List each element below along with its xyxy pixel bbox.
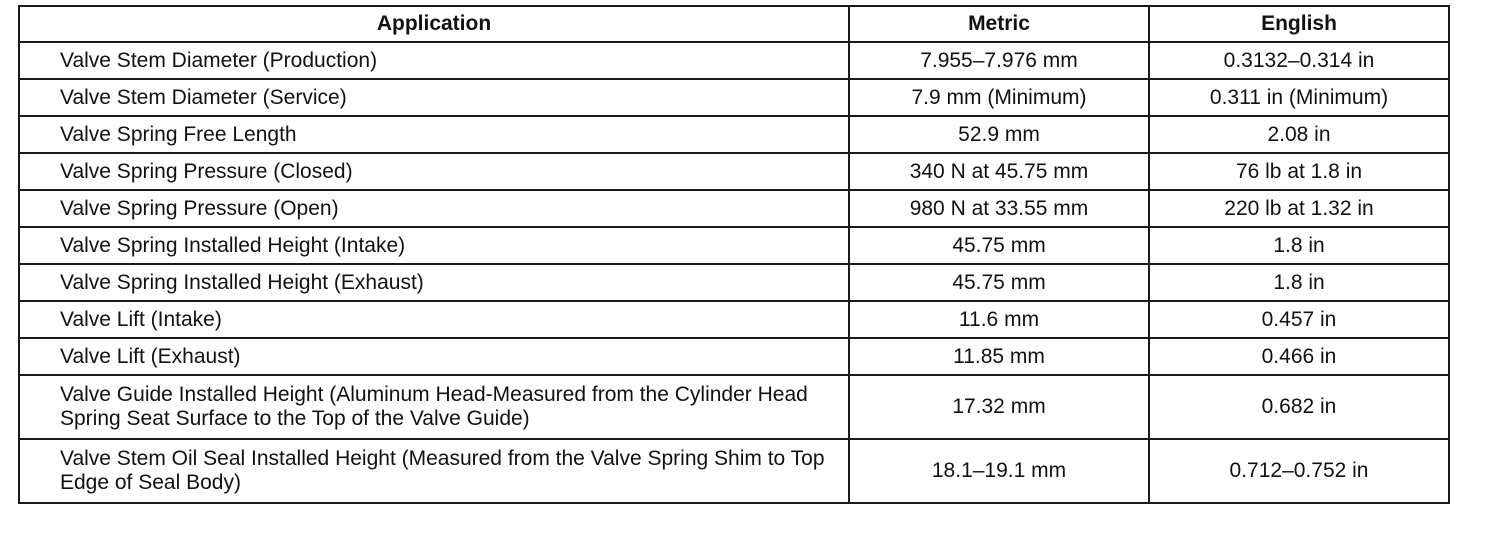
metric-cell: 11.6 mm <box>849 301 1149 338</box>
metric-cell: 45.75 mm <box>849 227 1149 264</box>
english-cell: 2.08 in <box>1149 116 1449 153</box>
english-cell: 0.311 in (Minimum) <box>1149 79 1449 116</box>
metric-cell: 7.9 mm (Minimum) <box>849 79 1149 116</box>
english-cell: 0.457 in <box>1149 301 1449 338</box>
application-cell: Valve Stem Diameter (Production) <box>19 42 849 79</box>
table-row <box>19 338 1449 375</box>
application-cell: Valve Spring Installed Height (Exhaust) <box>19 264 849 301</box>
table-row <box>19 190 1449 227</box>
table-row <box>19 375 1449 439</box>
english-cell: 0.682 in <box>1149 375 1449 439</box>
application-cell: Valve Lift (Intake) <box>19 301 849 338</box>
metric-cell: 45.75 mm <box>849 264 1149 301</box>
table-row <box>19 79 1449 116</box>
application-cell: Valve Lift (Exhaust) <box>19 338 849 375</box>
application-cell: Valve Stem Diameter (Service) <box>19 79 849 116</box>
english-cell: 0.712–0.752 in <box>1149 439 1449 503</box>
application-cell: Valve Spring Free Length <box>19 116 849 153</box>
metric-cell: 340 N at 45.75 mm <box>849 153 1149 190</box>
header-english: English <box>1149 6 1449 42</box>
table-row <box>19 116 1449 153</box>
application-cell: Valve Stem Oil Seal Installed Height (Measured from the Valve Spring Shim to Top Edge of Seal Body) <box>19 439 849 503</box>
english-cell: 1.8 in <box>1149 227 1449 264</box>
table-row <box>19 227 1449 264</box>
english-cell: 1.8 in <box>1149 264 1449 301</box>
english-cell: 220 lb at 1.32 in <box>1149 190 1449 227</box>
table-header-row <box>19 6 1449 42</box>
header-application: Application <box>19 6 849 42</box>
application-cell: Valve Spring Installed Height (Intake) <box>19 227 849 264</box>
table-row <box>19 301 1449 338</box>
metric-cell: 11.85 mm <box>849 338 1149 375</box>
english-cell: 0.3132–0.314 in <box>1149 42 1449 79</box>
application-cell: Valve Guide Installed Height (Aluminum Head-Measured from the Cylinder Head Spring Seat Surface to the Top of the Valve Guide) <box>19 375 849 439</box>
table-row <box>19 439 1449 503</box>
english-cell: 76 lb at 1.8 in <box>1149 153 1449 190</box>
metric-cell: 7.955–7.976 mm <box>849 42 1149 79</box>
metric-cell: 18.1–19.1 mm <box>849 439 1149 503</box>
header-metric: Metric <box>849 6 1149 42</box>
metric-cell: 17.32 mm <box>849 375 1149 439</box>
table-row <box>19 42 1449 79</box>
table-row <box>19 264 1449 301</box>
english-cell: 0.466 in <box>1149 338 1449 375</box>
table-row <box>19 153 1449 190</box>
application-cell: Valve Spring Pressure (Open) <box>19 190 849 227</box>
metric-cell: 980 N at 33.55 mm <box>849 190 1149 227</box>
specifications-table <box>18 5 1450 504</box>
metric-cell: 52.9 mm <box>849 116 1149 153</box>
application-cell: Valve Spring Pressure (Closed) <box>19 153 849 190</box>
